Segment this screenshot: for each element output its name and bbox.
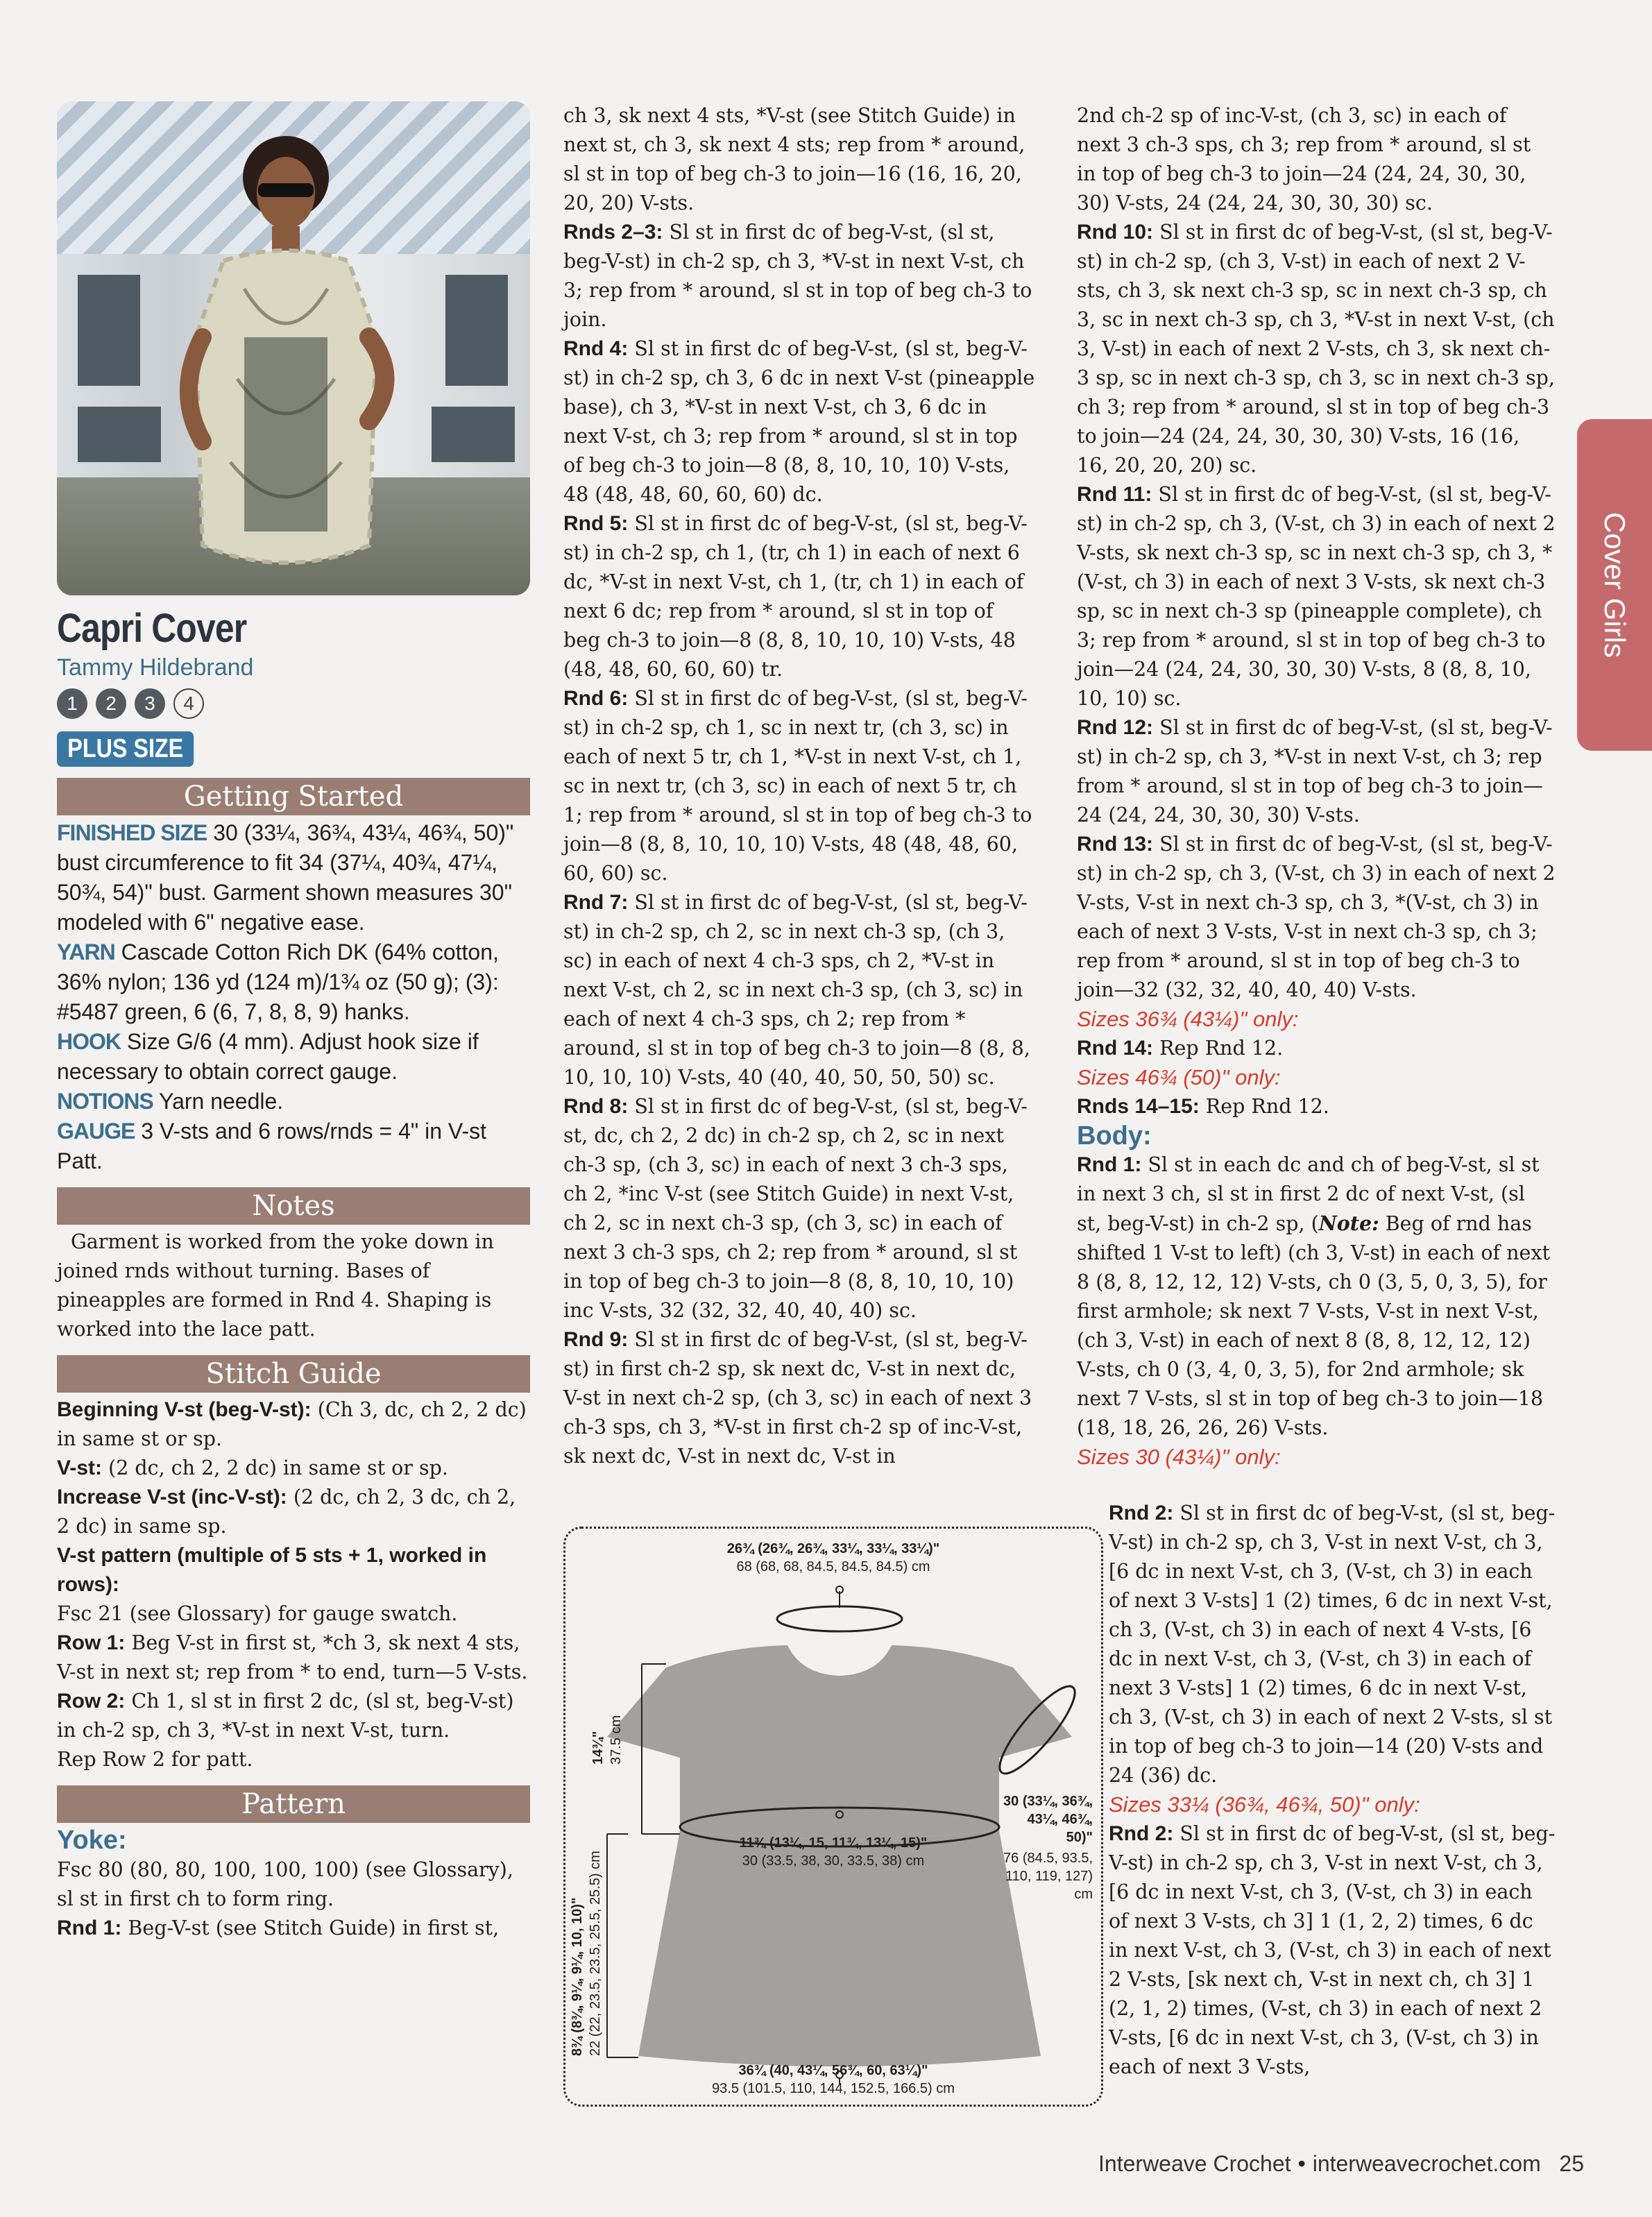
instruction-label: Rnd 8:	[563, 1095, 629, 1118]
sizes-note: Sizes 46¾ (50)" only:	[1077, 1065, 1281, 1089]
notions-text: Yarn needle.	[159, 1089, 284, 1114]
instruction-paragraph	[57, 1687, 530, 1745]
body-length-label: 8¾ (8¾, 9¼, 9¼, 10, 10)"	[570, 1897, 585, 2056]
section-tab-label: Cover Girls	[1599, 511, 1631, 659]
yoke-instructions	[57, 1855, 530, 1943]
yoke-depth-label: 14¾"	[590, 1731, 606, 1765]
instruction-label: Rnd 13:	[1077, 833, 1154, 856]
instruction-text: Sl st in first dc of beg-V-st, (sl st, beg-V-st) in ch-2 sp, ch 3, V-st in next V-st, ch 3, [6 dc in next V-st, ch 3, (V-st, ch 3) in each of next 3 V-sts, ch 3] 1 (1, 2, 2) times, 6 dc in next V-st, ch 3, (V-st, ch 3) in each of next 2 V-sts, [sk next ch, V-st in next ch, ch 3] 1 (2, 1, 2) times, (V-st, ch 3) in each of next 2 V-sts, [6 dc in next V-st, ch 3, (V-st, ch 3) in each of next 3 V-sts,	[1109, 1822, 1556, 2078]
getting-started-heading: Getting Started	[57, 778, 530, 815]
body-heading: Body:	[1077, 1121, 1152, 1150]
instruction-text: Sl st in first dc of beg-V-st, (sl st, beg-V-st, dc, ch 2, 2 dc) in ch-2 sp, ch 2, sc in next ch-3 sp, (ch 3, sc) in each of next 3 ch-3 sps, ch 2, *inc V-st (see Stitch Guide) in next V-st, ch 2, sc in next ch-3 sp, (ch 3, sc) in each of next 3 ch-3 sps, ch 2; rep from * around, sl st in top of beg ch-3 to join—8 (8, 8, 10, 10, 10) inc V-sts, 32 (32, 32, 40, 40, 40) sc.	[563, 1095, 1028, 1322]
instruction-text: Sl st in first dc of beg-V-st, (sl st, beg-V-st) in ch-2 sp, (ch 3, V-st) in each of next 2 V-sts, ch 3, sk next ch-3 sp, sc in next ch-3 sp, ch 3, sc in next ch-3 sp, ch 3, *V-st in next V-st, (ch 3, V-st) in each of next 2 V-sts, ch 3, sk next ch-3 sp, sc in next ch-3 sp, ch 3, sc in next ch-3 sp, ch 3; rep from * around, sl st in top of beg ch-3 to join—24 (24, 24, 30, 30, 30) V-sts, 16 (16, 16, 20, 20, 20) sc.	[1077, 221, 1555, 477]
hook-label: HOOK	[57, 1029, 121, 1054]
instruction-paragraph	[1109, 1499, 1556, 1790]
instruction-paragraph	[563, 1092, 1035, 1325]
instruction-text: Fsc 80 (80, 80, 100, 100, 100) (see Glossary), sl st in first ch to form ring.	[57, 1858, 513, 1910]
left-column	[57, 101, 530, 1943]
instruction-paragraph	[563, 101, 1035, 218]
gauge-label: GAUGE	[57, 1119, 135, 1144]
skill-level-3: 3	[135, 688, 165, 719]
garment-schematic	[563, 1527, 1103, 2107]
skill-level-4: 4	[173, 688, 204, 719]
instruction-label: Rnd 6:	[563, 687, 629, 710]
instruction-text: Sl st in first dc of beg-V-st, (sl st, beg-V-st) in ch-2 sp, ch 3, *V-st in next V-st, ch 3; rep from * around, sl st in top of beg ch-3 to join.	[563, 221, 1032, 331]
website: interweavecrochet.com	[1312, 2151, 1541, 2176]
bullet-separator: •	[1297, 2151, 1306, 2176]
model-photo	[57, 101, 530, 595]
skill-level-1: 1	[57, 688, 87, 719]
instruction-label: Rnd 11:	[1077, 483, 1152, 506]
instruction-label: Increase V-st (inc-V-st):	[57, 1486, 287, 1509]
pattern-heading: Pattern	[57, 1785, 530, 1823]
instruction-paragraph	[1077, 101, 1556, 218]
instruction-label: Rnd 12:	[1077, 716, 1154, 739]
section-tab	[1577, 419, 1652, 751]
yoke-heading: Yoke:	[57, 1826, 127, 1855]
instruction-text: Sl st in first dc of beg-V-st, (sl st, beg-V-st) in ch-2 sp, ch 3, *V-st in next V-st, ch 3; rep from * around, sl st in top of beg ch-3 to join—24 (24, 24, 30, 30, 30) V-sts.	[1077, 716, 1553, 826]
round-text: Rep Rnd 12.	[1153, 1037, 1284, 1060]
body-length-cm: 22 (22, 23.5, 23.5, 25.5, 25.5) cm	[588, 1851, 603, 2056]
instruction-text: (Ch 3, dc, ch 2, 2 dc) in same st or sp.	[57, 1398, 527, 1450]
yarn-label: YARN	[57, 940, 115, 965]
instruction-text: Sl st in first dc of beg-V-st, (sl st, beg-V-st) in first ch-2 sp, sk next dc, V-st in next dc, V-st in next ch-2 sp, (ch 3, sc) in each of next 3 ch-3 sps, ch 3, *V-st in first ch-2 sp of inc-V-st, sk next dc, V-st in next dc, V-st in	[563, 1328, 1032, 1468]
instruction-text: Fsc 21 (see Glossary) for gauge swatch.	[57, 1602, 458, 1625]
middle-column	[563, 101, 1035, 1471]
sizes-note: Sizes 36¾ (43¼)" only:	[1077, 1007, 1299, 1031]
instruction-text: Sl st in first dc of beg-V-st, (sl st, beg-V-st) in ch-2 sp, ch 1, (tr, ch 1) in each of next 6 dc, *V-st in next V-st, ch 1, (tr, ch 1) in each of next 6 dc; rep from * around, sl st in top of beg ch-3 to join—8 (8, 8, 10, 10, 10) V-sts, 48 (48, 48, 60, 60, 60) tr.	[563, 512, 1028, 681]
instruction-paragraph	[57, 1483, 530, 1541]
sizes-note: Sizes 30 (43¼)" only:	[1077, 1445, 1281, 1469]
instruction-text: Sl st in first dc of beg-V-st, (sl st, beg-V-st) in ch-2 sp, ch 3, 6 dc in next V-st (pineapple base), ch 3, *V-st in next V-st, ch 3, 6 dc in next V-st, ch 3; rep from * around, sl st in top of beg ch-3 to join—8 (8, 8, 10, 10, 10) V-sts, 48 (48, 48, 60, 60, 60) dc.	[563, 337, 1035, 506]
instruction-label: Rnd 1:	[57, 1917, 122, 1939]
neck-width-cm: 68 (68, 68, 84.5, 84.5, 84.5) cm	[736, 1559, 930, 1574]
hem-width-label: 36¾ (40, 43¼, 56¾, 60, 63¼)"	[738, 2063, 928, 2078]
round-text: Beg of rnd has shifted 1 V-st to left) (ch 3, V-st) in each of next 8 (8, 8, 12, 12, 12) V-sts, ch 0 (3, 5, 0, 3, 5), for first armhole; sk next 7 V-sts, V-st in next V-st, (ch 3, V-st) in each of next 8 (8, 8, 12, 12, 12) V-sts, ch 0 (3, 4, 0, 3, 5), for 2nd armhole; sk next 7 V-sts, sl st in top of beg ch-3 to join—18 (18, 18, 26, 26, 26) V-sts.	[1077, 1212, 1550, 1439]
model-figure-illustration	[161, 129, 411, 595]
instruction-text: Beg V-st in first st, *ch 3, sk next 4 sts, V-st in next st; rep from * to end, turn—5 V-sts.	[57, 1631, 528, 1683]
instruction-label: Row 2:	[57, 1690, 126, 1713]
instruction-paragraph	[57, 1745, 530, 1774]
pattern-title: Capri Cover	[57, 606, 247, 651]
sizes-note: Sizes 33¼ (36¾, 46¾, 50)" only:	[1109, 1792, 1420, 1817]
instruction-label: Rnd 5:	[563, 512, 629, 535]
instruction-text: Sl st in first dc of beg-V-st, (sl st, beg-V-st) in ch-2 sp, ch 1, sc in next tr, (ch 3, sc) in each of next 5 tr, ch 1, *V-st in next V-st, ch 1, sc in next tr, (ch 3, sc) in each of next 5 tr, ch 1; rep from * around, sl st in top of beg ch-3 to join—8 (8, 8, 10, 10, 10) V-sts, 48 (48, 48, 60, 60, 60) sc.	[563, 687, 1032, 885]
instruction-paragraph	[57, 1395, 530, 1454]
notes-heading: Notes	[57, 1187, 530, 1225]
body-rounds-continued	[1109, 1499, 1556, 2082]
instruction-label: Rnd 7:	[563, 891, 629, 914]
round-text: Sl st in each dc and ch of beg-V-st, sl st in next 3 ch, sl st in first 2 dc of next V-st, (sl st, beg-V-st) in ch-2 sp, (	[1077, 1153, 1540, 1235]
instruction-paragraph	[563, 509, 1035, 684]
instruction-label: Rnds 2–3:	[563, 221, 663, 244]
page-number: 25	[1559, 2151, 1584, 2176]
stitch-guide-heading: Stitch Guide	[57, 1355, 530, 1393]
bust-width-label: 11¾ (13¼, 15, 11¾, 13¼, 15)"	[739, 1835, 928, 1851]
skill-level-indicator	[57, 688, 530, 719]
gauge-text: 3 V-sts and 6 rows/rnds = 4" in V-st Patt.	[57, 1119, 487, 1173]
instruction-text: 2nd ch-2 sp of inc-V-st, (ch 3, sc) in each of next 3 ch-3 sps, ch 3; rep from * around, sl st in top of beg ch-3 to join—24 (24, 24, 30, 30, 30) V-sts, 24 (24, 24, 30, 30, 30) sc.	[1077, 104, 1531, 214]
instruction-label: Rnd 2:	[1109, 1822, 1174, 1845]
bust-width-cm: 30 (33.5, 38, 30, 33.5, 38) cm	[742, 1853, 925, 1869]
instruction-paragraph	[57, 1454, 530, 1483]
instruction-text: Sl st in first dc of beg-V-st, (sl st, beg-V-st) in ch-2 sp, ch 2, sc in next ch-3 sp, (ch 3, sc) in each of next 4 ch-3 sps, ch 2, *V-st in next V-st, ch 2, sc in next ch-3 sp, (ch 3, sc) in each of next 4 ch-3 sps, ch 2; rep from * around, sl st in top of beg ch-3 to join—8 (8, 8, 10, 10, 10) V-sts, 40 (40, 40, 50, 50, 50) sc.	[563, 891, 1030, 1089]
instruction-paragraph	[57, 1629, 530, 1687]
magazine-name: Interweave Crochet	[1098, 2151, 1291, 2176]
instruction-paragraph	[1077, 713, 1556, 830]
stitch-guide-section	[57, 1395, 530, 1774]
bust-circumference-label: 30 (33¼, 36¾, 43¼, 46¾, 50)"	[1003, 1794, 1093, 1845]
instruction-label: Rnd 4:	[563, 337, 629, 360]
note-label: Note:	[1318, 1212, 1379, 1235]
getting-started-section	[57, 818, 530, 1176]
instruction-text: (2 dc, ch 2, 3 dc, ch 2, 2 dc) in same sp.	[57, 1486, 516, 1538]
instruction-label: Rnd 10:	[1077, 221, 1154, 244]
instruction-paragraph	[563, 334, 1035, 509]
notions-label: NOTIONS	[57, 1089, 153, 1114]
instruction-text: ch 3, sk next 4 sts, *V-st (see Stitch Guide) in next st, ch 3, sk next 4 sts; rep from * around, sl st in top of beg ch-3 to join—16 (16, 16, 20, 20, 20) V-sts.	[563, 104, 1025, 214]
instruction-label: V-st:	[57, 1456, 103, 1479]
designer-name: Tammy Hildebrand	[57, 654, 254, 681]
instruction-text: Sl st in first dc of beg-V-st, (sl st, beg-V-st) in ch-2 sp, ch 3, V-st in next V-st, ch 3, [6 dc in next V-st, ch 3, (V-st, ch 3) in each of next 3 V-sts] 1 (2) times, 6 dc in next V-st, ch 3, (V-st, ch 3) in each of next 4 V-sts, [6 dc in next V-st, ch 3, (V-st, ch 3) in each of next 3 V-sts] 1 (2) times, 6 dc in next V-st, ch 3, (V-st, ch 3) in each of next 2 V-sts, sl st in top of beg ch-3 to join—14 (20) V-sts and 24 (36) dc.	[1109, 1502, 1556, 1787]
yoke-rounds-continued	[1077, 101, 1556, 1005]
finished-size-label: FINISHED SIZE	[57, 820, 207, 845]
instruction-paragraph	[1109, 1819, 1556, 2082]
right-column	[1077, 101, 1556, 1472]
instruction-paragraph	[1077, 830, 1556, 1005]
instruction-paragraph	[563, 684, 1035, 888]
yarn-text: Cascade Cotton Rich DK (64% cotton, 36% nylon; 136 yd (124 m)/1¾ oz (50 g); (3): #5487 green, 6 (6, 7, 8, 8, 9) hanks.	[57, 940, 499, 1024]
round-label: Rnds 14–15:	[1077, 1095, 1200, 1118]
plus-size-badge: PLUS SIZE	[57, 731, 194, 767]
instruction-label: Rnd 2:	[1109, 1502, 1174, 1524]
instruction-text: Ch 1, sl st in first 2 dc, (sl st, beg-V-st) in ch-2 sp, ch 3, *V-st in next V-st, turn.	[57, 1690, 514, 1742]
yoke-rounds	[563, 101, 1035, 1471]
bust-circumference-cm: 76 (84.5, 93.5, 110, 119, 127) cm	[1003, 1851, 1093, 1902]
instruction-paragraph	[57, 1914, 530, 1943]
instruction-paragraph	[563, 218, 1035, 334]
neck-width-label: 26¾ (26¾, 26¾, 33¼, 33¼, 33¼)"	[726, 1541, 940, 1556]
skill-level-2: 2	[96, 688, 126, 719]
instruction-paragraph	[57, 1599, 530, 1629]
instruction-paragraph	[1077, 480, 1556, 713]
round-label: Rnd 14:	[1077, 1037, 1154, 1060]
instruction-label: Rnd 9:	[563, 1328, 629, 1351]
instruction-label: Beginning V-st (beg-V-st):	[57, 1398, 312, 1421]
page-footer	[1098, 2151, 1584, 2177]
instruction-paragraph	[1077, 218, 1556, 480]
round-label: Rnd 1:	[1077, 1153, 1142, 1176]
instruction-text: Sl st in first dc of beg-V-st, (sl st, beg-V-st) in ch-2 sp, ch 3, (V-st, ch 3) in each of next 2 V-sts, V-st in next ch-3 sp, ch 3, *(V-st, ch 3) in each of next 3 V-sts, V-st in next ch-3 sp, ch 3; rep from * around, sl st in top of beg ch-3 to join—32 (32, 32, 40, 40, 40) V-sts.	[1077, 833, 1556, 1001]
finished-size-text: 30 (33¼, 36¾, 43¼, 46¾, 50)" bust circumference to fit 34 (37¼, 40¾, 47¼, 50¾, 54)" bust. Garment shown measures 30" modeled with 6" negative ease.	[57, 820, 514, 935]
instruction-paragraph	[563, 1325, 1035, 1471]
instruction-label: V-st pattern (multiple of 5 sts + 1, worked in rows):	[57, 1544, 487, 1596]
notes-text: Garment is worked from the yoke down in joined rnds without turning. Bases of pineapples are formed in Rnd 4. Shaping is worked into the lace patt.	[57, 1230, 494, 1341]
yoke-depth-cm: 37.5 cm	[608, 1715, 624, 1765]
instruction-paragraph	[57, 1855, 530, 1914]
hem-width-cm: 93.5 (101.5, 110, 144, 152.5, 166.5) cm	[712, 2081, 955, 2096]
round-text: Rep Rnd 12.	[1199, 1095, 1329, 1118]
instruction-text: Sl st in first dc of beg-V-st, (sl st, beg-V-st) in ch-2 sp, ch 3, (V-st, ch 3) in each of next 2 V-sts, sk next ch-3 sp, sc in next ch-3 sp, ch 3, *(V-st, ch 3) in each of next 3 V-sts, sk next ch-3 sp, sc in next ch-3 sp (pineapple complete), ch 3; rep from * around, sl st in top of beg ch-3 to join—24 (24, 24, 30, 30, 30) V-sts, 8 (8, 8, 10, 10, 10) sc.	[1077, 483, 1556, 710]
instruction-paragraph	[57, 1541, 530, 1599]
instruction-text: (2 dc, ch 2, 2 dc) in same st or sp.	[102, 1456, 448, 1479]
hook-text: Size G/6 (4 mm). Adjust hook size if necessary to obtain correct gauge.	[57, 1029, 479, 1084]
instruction-text: Beg-V-st (see Stitch Guide) in first st,	[121, 1917, 500, 1939]
instruction-paragraph	[563, 888, 1035, 1092]
instruction-text: Rep Row 2 for patt.	[57, 1748, 253, 1771]
instruction-label: Row 1:	[57, 1631, 126, 1654]
